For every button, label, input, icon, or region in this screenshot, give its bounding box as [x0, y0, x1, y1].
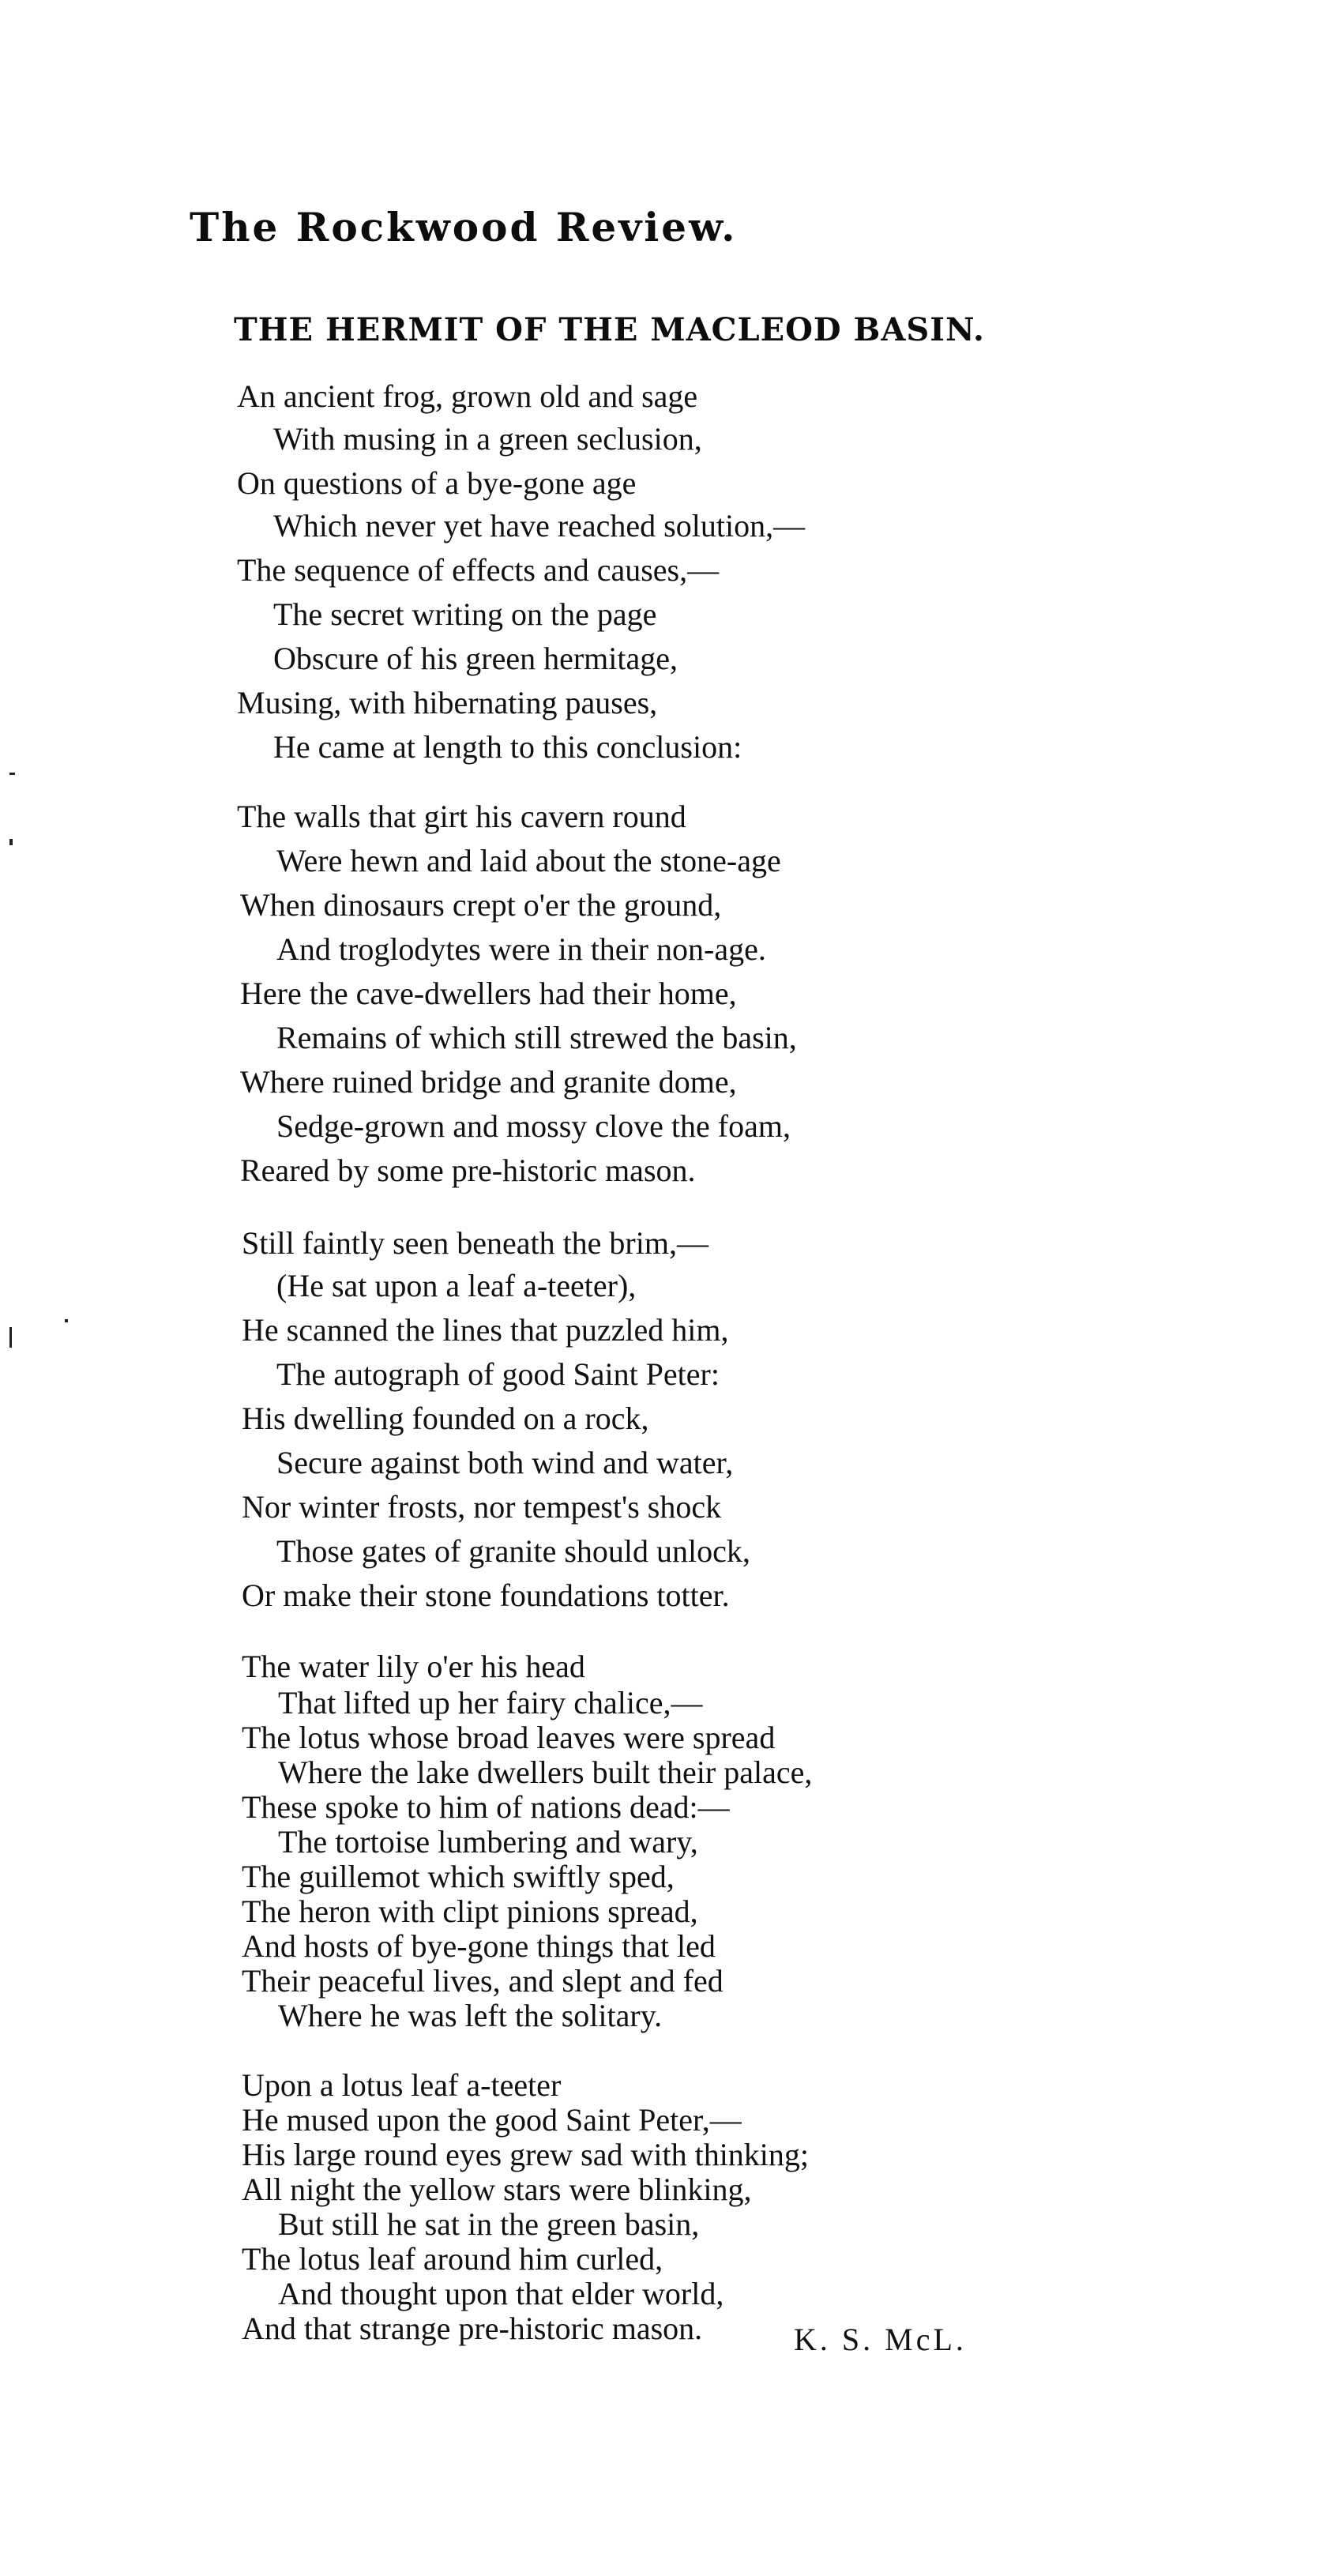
margin-mark: [9, 839, 13, 845]
poem-line: The lotus whose broad leaves were spread: [242, 1720, 776, 1755]
margin-mark: [9, 773, 15, 775]
poem-line: He mused upon the good Saint Peter,—: [242, 2102, 742, 2138]
poem-line: And hosts of bye-gone things that led: [242, 1928, 716, 1964]
poem-line: Which never yet have reached solution,—: [273, 508, 806, 543]
poem-line: When dinosaurs crept o'er the ground,: [240, 887, 722, 923]
poem-line: The lotus leaf around him curled,: [242, 2241, 663, 2277]
poem-line: The tortoise lumbering and wary,: [278, 1824, 698, 1860]
poem-line: With musing in a green seclusion,: [273, 421, 702, 457]
poem-line: And that strange pre-historic mason.: [242, 2311, 703, 2346]
poem-line: The guillemot which swiftly sped,: [242, 1859, 675, 1894]
poem-line: The walls that girt his cavern round: [237, 799, 686, 834]
poem-line: The water lily o'er his head: [242, 1649, 585, 1684]
poem-line: That lifted up her fairy chalice,—: [278, 1685, 703, 1720]
poem-line: Still faintly seen beneath the brim,—: [242, 1225, 708, 1261]
author-signature: K. S. McL.: [794, 2322, 967, 2357]
poem-line: (He sat upon a leaf a-teeter),: [276, 1268, 637, 1303]
poem-line: But still he sat in the green basin,: [278, 2206, 700, 2242]
poem-line: An ancient frog, grown old and sage: [237, 378, 698, 414]
poem-line: Here the cave-dwellers had their home,: [240, 976, 737, 1011]
poem-line: And thought upon that elder world,: [278, 2276, 724, 2311]
poem-line: Secure against both wind and water,: [276, 1445, 734, 1480]
poem-line: Obscure of his green hermitage,: [273, 641, 678, 676]
poem-line: And troglodytes were in their non-age.: [276, 931, 766, 967]
poem-line: Sedge-grown and mossy clove the foam,: [276, 1108, 791, 1144]
poem-line: His large round eyes grew sad with thinking;: [242, 2137, 810, 2172]
poem-line: Musing, with hibernating pauses,: [237, 685, 658, 720]
poem-line: Where ruined bridge and granite dome,: [240, 1064, 737, 1100]
poem-line: The heron with clipt pinions spread,: [242, 1893, 698, 1929]
poem-line: Where he was left the solitary.: [278, 1998, 663, 2033]
poem-line: He came at length to this conclusion:: [273, 729, 742, 765]
poem-line: Or make their stone foundations totter.: [242, 1578, 730, 1613]
margin-mark: [65, 1319, 68, 1322]
poem-line: The autograph of good Saint Peter:: [276, 1356, 720, 1392]
poem-line: The secret writing on the page: [273, 596, 657, 632]
poem-title: THE HERMIT OF THE MACLEOD BASIN.: [234, 311, 985, 348]
poem-line: His dwelling founded on a rock,: [242, 1401, 649, 1436]
poem-line: Nor winter frosts, nor tempest's shock: [242, 1489, 722, 1525]
margin-mark: [9, 1327, 12, 1348]
poem-line: Those gates of granite should unlock,: [276, 1533, 750, 1569]
page-header: The Rockwood Review.: [190, 204, 738, 250]
poem-line: Their peaceful lives, and slept and fed: [242, 1963, 723, 1999]
poem-line: He scanned the lines that puzzled him,: [242, 1312, 729, 1348]
poem-line: Upon a lotus leaf a-teeter: [242, 2067, 562, 2103]
poem-line: Were hewn and laid about the stone-age: [276, 843, 781, 878]
poem-line: The sequence of effects and causes,—: [237, 552, 720, 588]
poem-line: These spoke to him of nations dead:—: [242, 1789, 730, 1825]
poem-line: Reared by some pre-historic mason.: [240, 1153, 696, 1188]
poem-line: Remains of which still strewed the basin,: [276, 1020, 797, 1055]
poem-line: All night the yellow stars were blinking,: [242, 2172, 752, 2207]
poem-line: Where the lake dwellers built their palace,: [278, 1754, 813, 1790]
poem-line: On questions of a bye-gone age: [237, 465, 637, 501]
